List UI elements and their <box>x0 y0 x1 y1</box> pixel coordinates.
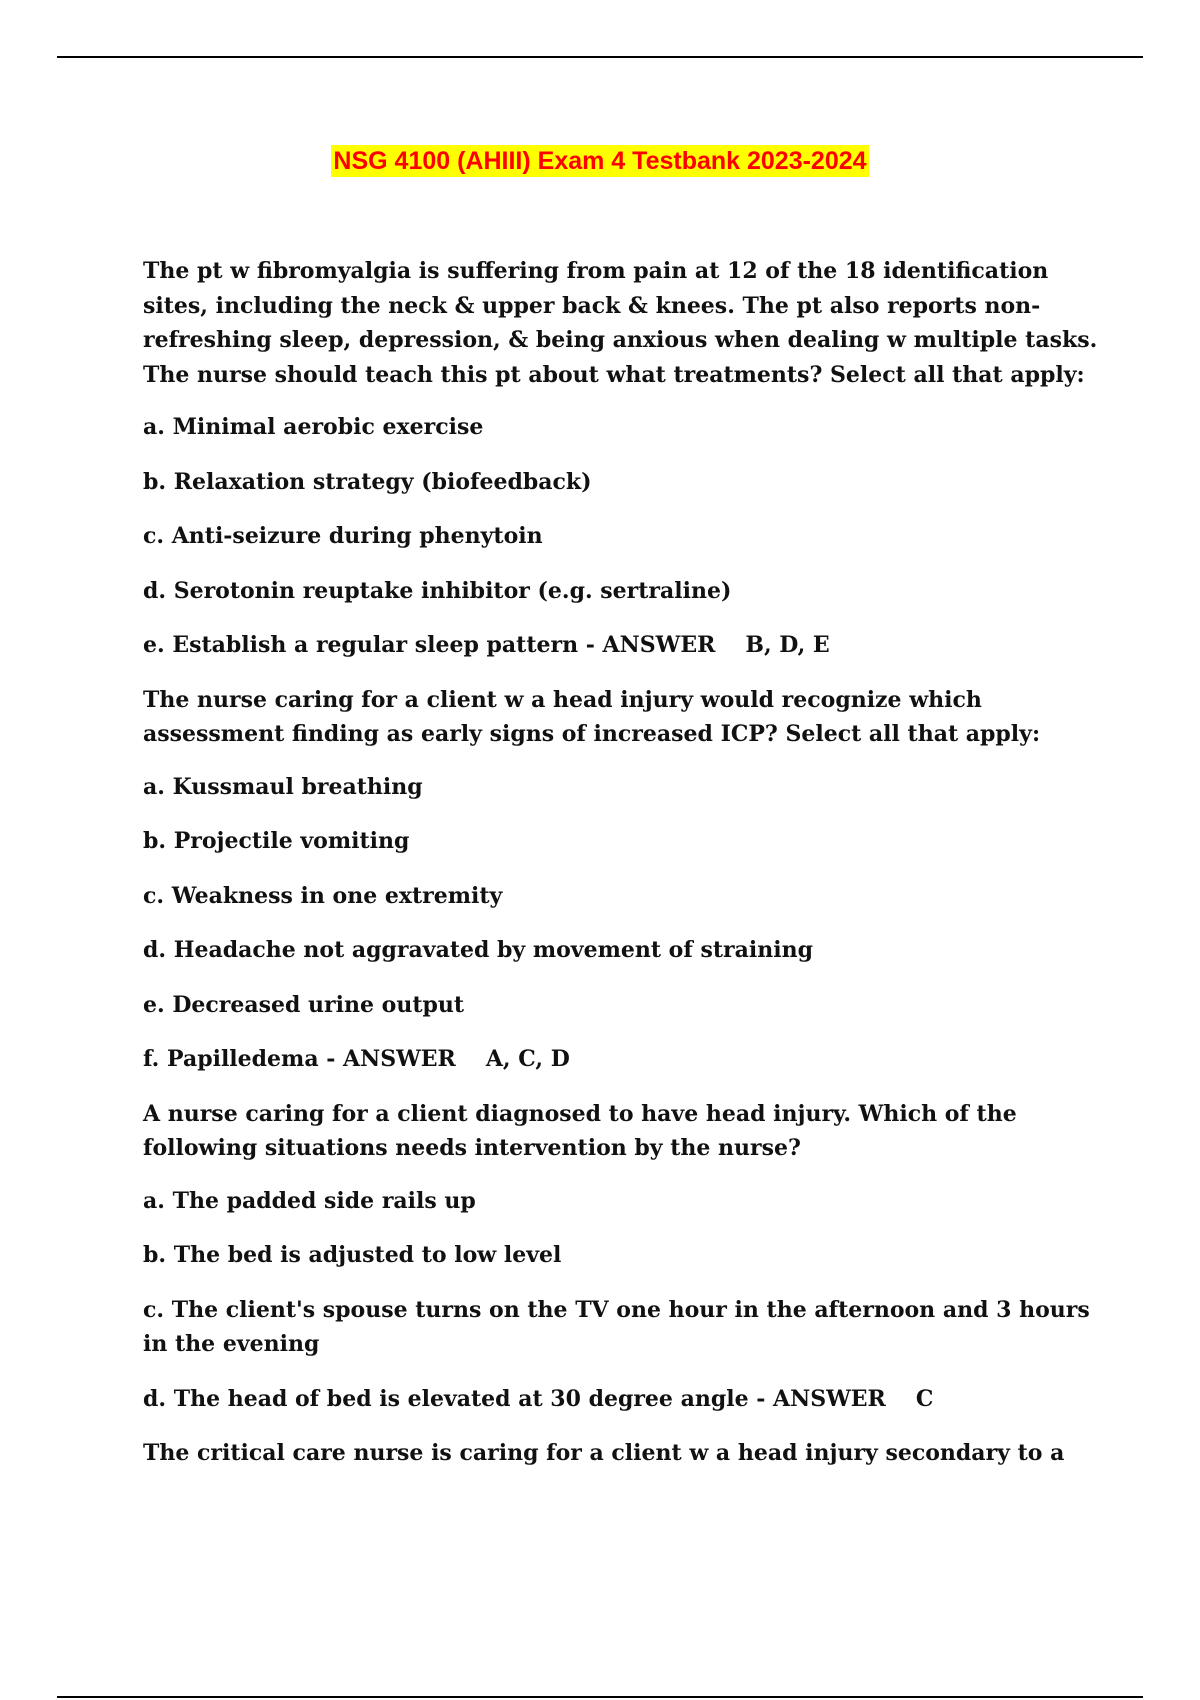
question-block <box>143 254 1103 683</box>
answer-option-text: d. The head of bed is elevated at 30 degree angle - ANSWER <box>143 1385 886 1412</box>
answer-option: a. Minimal aerobic exercise <box>143 414 484 440</box>
question-text: The pt w fibromyalgia is suffering from pain at 12 of the 18 identification sites, including the neck & upper back & knees. The pt also reports non-refreshing sleep, depression, & being anxious when dealing w multiple tasks. The nurse should teach this pt about what treatments? Select all that apply: <box>143 258 1098 388</box>
answer-option-text: e. Establish a regular sleep pattern - ANSWER <box>143 632 716 658</box>
document-title: NSG 4100 (AHIII) Exam 4 Testbank 2023-2024 <box>333 147 867 175</box>
answer-option: a. Kussmaul breathing <box>143 773 423 800</box>
answer-option: e. Decreased urine output <box>143 991 465 1018</box>
answer-option-final <box>143 1042 1103 1077</box>
answer-option: b. Relaxation strategy (biofeedback) <box>143 468 592 495</box>
answer-key: A, C, D <box>485 1046 570 1072</box>
answer-option: c. Weakness in one extremity <box>143 882 503 909</box>
question-text: A nurse caring for a client diagnosed to have head injury. Which of the following situations needs intervention by the nurse? <box>143 1100 1017 1161</box>
question-block <box>143 1436 1103 1471</box>
question-block <box>143 1097 1103 1437</box>
footer-rule <box>57 1696 1143 1698</box>
question-block <box>143 683 1103 1097</box>
answer-option: d. Headache not aggravated by movement of straining <box>143 937 813 963</box>
question-text: The critical care nurse is caring for a client w a head injury secondary to a <box>143 1440 1065 1466</box>
answer-option: b. The bed is adjusted to low level <box>143 1242 562 1268</box>
answer-option-final <box>143 1382 1103 1417</box>
document-body <box>143 254 1103 1471</box>
answer-key: B, D, E <box>745 632 830 658</box>
answer-option: c. Anti-seizure during phenytoin <box>143 523 543 549</box>
answer-option-final <box>143 628 1103 663</box>
answer-option: d. Serotonin reuptake inhibitor (e.g. sertraline) <box>143 577 732 604</box>
answer-option-text: f. Papilledema - ANSWER <box>143 1046 456 1072</box>
answer-key: C <box>915 1385 934 1412</box>
header-rule <box>57 56 1143 58</box>
answer-option: a. The padded side rails up <box>143 1187 476 1214</box>
answer-option: c. The client's spouse turns on the TV one hour in the afternoon and 3 hours in the evening <box>143 1296 1090 1357</box>
title-container <box>0 145 1200 177</box>
answer-option: b. Projectile vomiting <box>143 828 410 854</box>
question-text: The nurse caring for a client w a head injury would recognize which assessment finding as early signs of increased ICP? Select all that apply: <box>143 686 1041 747</box>
